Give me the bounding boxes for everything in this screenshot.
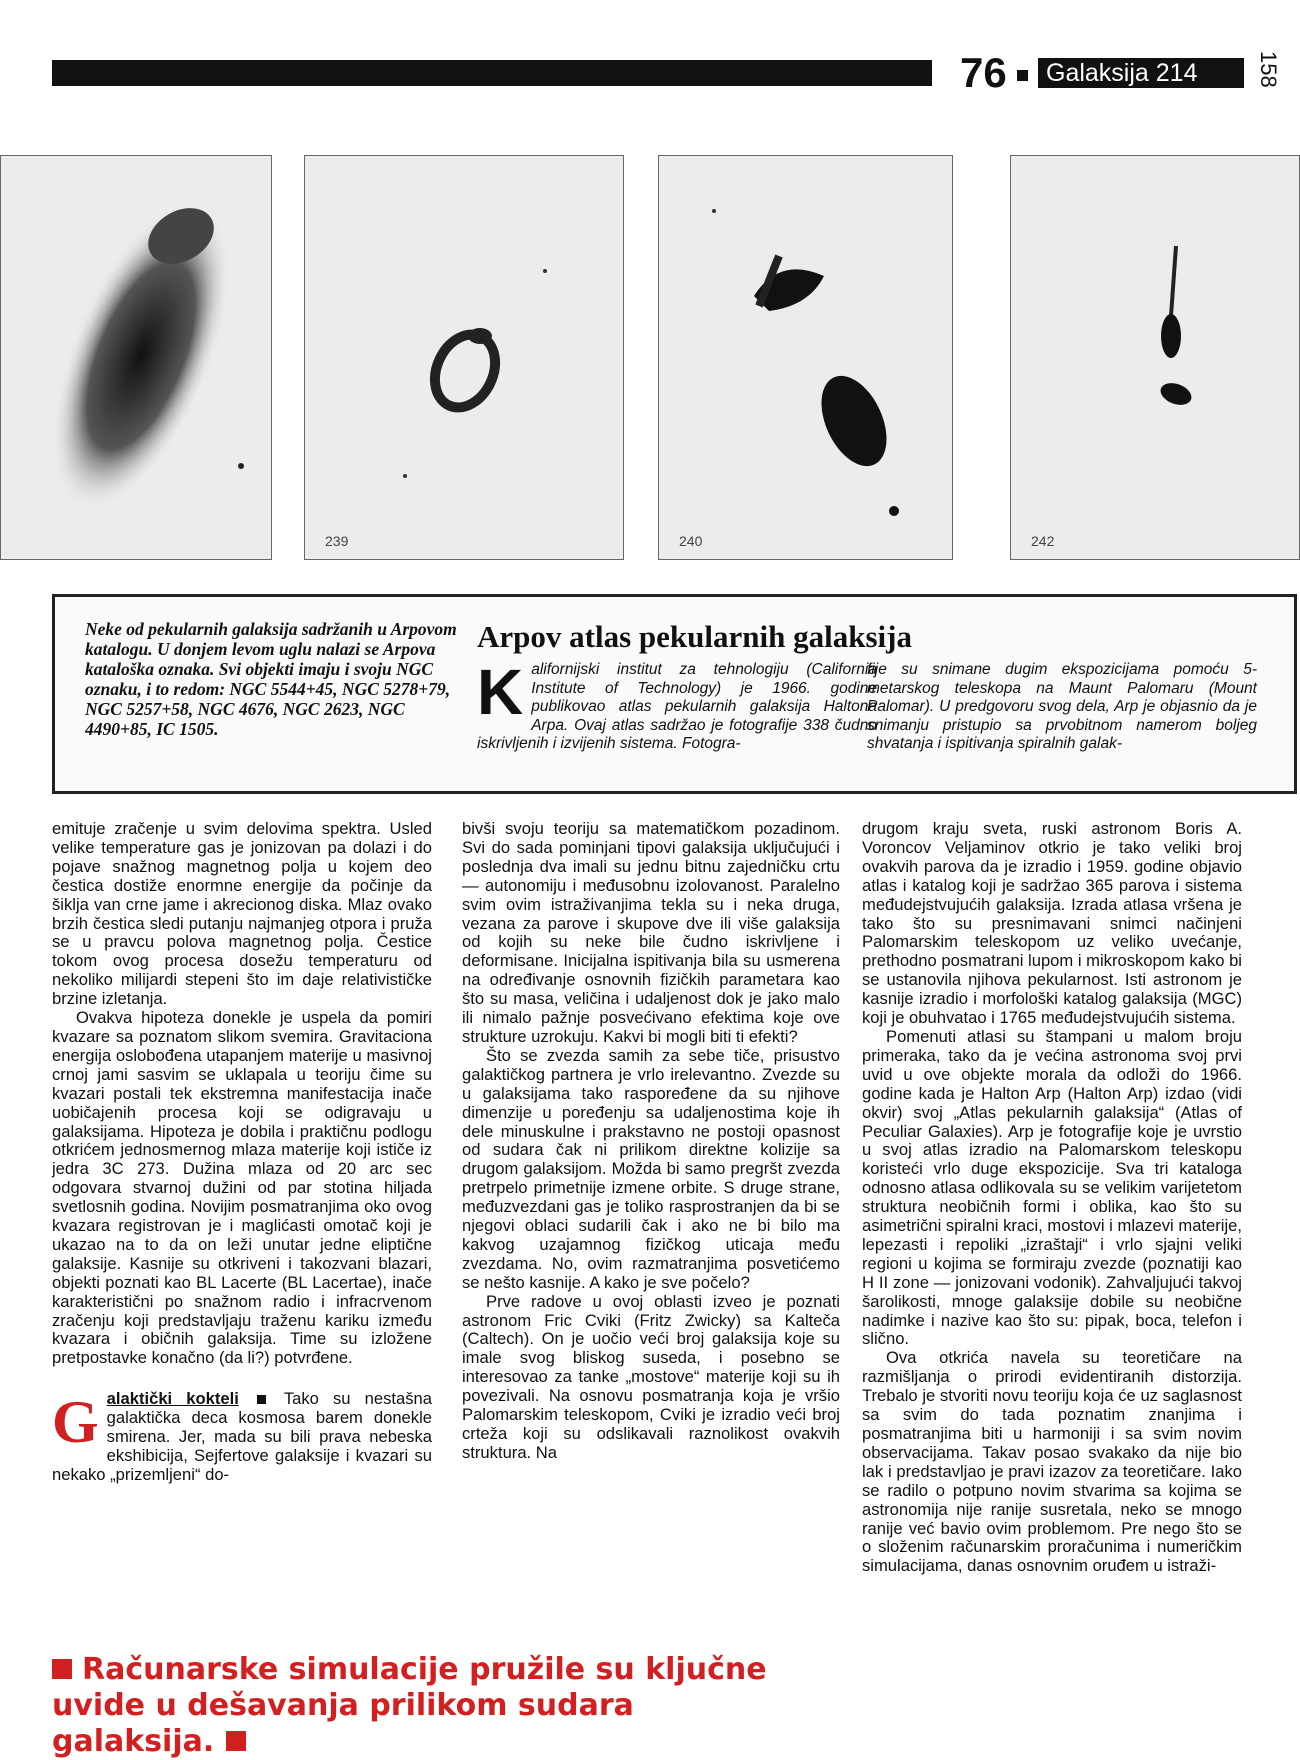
paragraph: emituje zračenje u svim delovima spektra. Usled velike temperature gas je jonizovan pa dolazi i do pojave snažnog magnetnog polja u kojem deo čestica dostiže enormne energije da počinje da šiklja van crne jame i akrecionog diska. Mlaz ovako brzih čestica sledi putanju najmanjeg otpora i pruža se u pravcu polova magnetnog polja. Čestice tokom ovog procesa dosežu temperaturu od nekoliko milijardi stepeni što im daje relativističke brzine izletanja.: [52, 819, 432, 1009]
galaxy-image-1: [1, 156, 272, 560]
paragraph: bivši svoju teoriju sa matematičkom pozadinom. Svi do sada pominjani tipovi galaksija uključujući i poslednja dva imali su jednu bitnu zajedničku crtu — autonomiju i međusobnu izolovanost. Paralelno svim ovim istraživanjima tekla su i neka druga, vezana za parove i skupove dve ili više galaksija od kojih su neke bile čudno iskrivljene i deformisane. Inicijalna ispitivanja bila su usmerena na određivanje osnovnih fizičkih parametara kao što su masa, veličina i udaljenost dok je jako malo ili nimalo pažnje posvećivano efektima koje ove strukture uzrokuju. Kakvi bi mogli biti ti efekti?: [462, 819, 840, 1046]
galaxy-image-3: [659, 156, 953, 560]
galaxy-image-2: [305, 156, 624, 560]
article-column-1: [52, 820, 432, 1485]
article-column-3: [862, 820, 1242, 1576]
paragraph: Pomenuti atlasi su štampani u malom broju primeraka, tako da je većina astronoma svoj prvi uvid u ove objekte morala da odloži do 1966. godine kada je Halton Arp (Halton Arp) izdao (vidi okvir) svoj „Atlas pekularnih galaksija“ (Atlas of Peculiar Galaxies). Arp je fotografije koje je uvrstio u svoj atlas izradio na Palomarskom teleskopu koristeći vrlo duge ekspozicije. Sva tri kataloga odnosno atlasa odlikovala su se velikim varijetetom struktura neobičnih formi i oblika, kao što su asimetrični spiralni kraci, mostovi i mlazevi materije, lepezasti i repoliki „izraštaji“ i vrlo sjajni veliki regioni u kojima se formiraju zvezde (poznatiji kao H II zone — jonizovani vodonik). Zahvaljujući takvoj šarolikosti, mnoge galaksije dobile su neobične nadimke i nazive kao što su: pipak, boca, telefon i slično.: [862, 1026, 1242, 1349]
article-column-2: [462, 820, 840, 1463]
photo-caption: Neke od pekularnih galaksija sadržanih u Arpovom katalogu. U donjem levom uglu nalazi se Arpova kataloška oznaka. Svi objekti imaju i svoju NGC oznaku, i to redom: NGC 5544+45, NGC 5278+79, NGC 5257+58, NGC 4676, NGC 2623, NGC 4490+85, IC 1505.: [85, 619, 457, 739]
quote-end-icon: [226, 1731, 246, 1751]
paragraph: Ova otkrića navela su teoretičare na razmišljanja o prirodi evidentiranih distorzija. Trebalo je stvoriti novu teoriju koja će uz saglasnost sa svim do tada poznatim znanjima i posmatranjima biti u harmoniji i sa svim novim observacijama. Takav posao svakako da nije bio lak i predstavljao je pravi izazov za teoretičare. Iako se radilo o potpuno novim stvarima sa kojima se astronomija nije ranije susretala, neko se mnogo ranije već bavio ovim problemom. Pre nego što se o složenim računarskim proračunima i numeričkim simulacijama, danas osnovnim oruđem u istraži-: [862, 1348, 1242, 1576]
sidebar-box: [52, 594, 1297, 794]
galaxy-image-4: [1011, 156, 1300, 560]
heading-bullet: [257, 1395, 266, 1404]
section-paragraph: [52, 1390, 432, 1485]
section-heading: alaktički kokteli: [106, 1389, 239, 1409]
page-number: 76: [960, 49, 1007, 96]
paragraph: Ovakva hipoteza donekle je uspela da pomiri kvazare sa poznatom slikom svemira. Gravitaciona energija oslobođena utapanjem materije u masivnoj crnoj jami sasvim se uklapala u teoriju čime su kvazari postali tek ekstremna manifestacija inače uobičajenih procesa koji se odigravaju u galaksijama. Hipoteza je dobila i praktičnu podlogu otkrićem jednosmernog mlaza materije koji ističe iz jedra 3C 273. Dužina mlaza od 20 arc sec odgovara stvarnoj dužini od par stotina hiljada svetlosnih godina. Novijim posmatranjima oko ovog kvazara registrovan je i maglićasti omotač koji je ukazao na to da on leži unutar jedne eliptične galaksije. Kasnije su otkriveni i takozvani blazari, objekti poznati kao BL Lacerte (BL Lacertae), inače karakteristični po snažnom radio i infracrvenom zračenju koji predstavljaju traženu kariku između kvazara i običnih galaksija. Time su izložene pretpostavke konačno (da li?) potvrđene.: [52, 1008, 432, 1368]
paragraph: Što se zvezda samih za sebe tiče, prisustvo galaktičkog partnera je vrlo irelevantno. Zvezde su u galaksijama tako raspoređene da su njihove dimenzije u poređenju sa udaljenostima koje ih dele minuskulne i prakstavno ne postoji opasnost od sudara čak ni prilikom direktne kolizije sa drugom galaksijom. Možda bi samo pregršt zvezda pretrpelo primetnije izmene orbite. S druge strane, međuzvezdani gas je toliko rasprostranjen da bi se njegovi oblaci sudarili čak i ako ne bi bilo ma kakvog uzajamnog fizičkog uticaja među zvezdama. No, ovim razmatranjima posvetićemo se nešto kasnije. A kako je sve počelo?: [462, 1045, 840, 1292]
box-title: Arpov atlas pekularnih galaksija: [477, 619, 912, 654]
header-bullet: [1017, 70, 1028, 81]
galaxy-photo-3: [658, 155, 953, 560]
quote-bullet-icon: [52, 1659, 72, 1679]
galaxy-photo-1: [0, 155, 272, 560]
box-column-2: fije su snimane dugim ekspozicijama pomoću 5-metarskog teleskopa na Maunt Palomaru (Mount Palomar). U predgovoru svog dela, Arp je objasnio da je snimanju pristupio sa prvobitnom namerom boljeg shvatanja i ispitivanja spiralnih galak-: [867, 661, 1257, 753]
pull-quote-text: Računarske simulacije pružile su ključne uvide u dešavanja prilikom sudara galaksija.: [52, 1652, 767, 1759]
galaxy-photo-4: [1010, 155, 1300, 560]
side-page-number: 158: [1256, 51, 1281, 88]
galaxy-photo-strip: [0, 155, 1300, 560]
box-dropcap: K: [477, 656, 524, 728]
box-column-1-text: alifornijski institut za tehnologiju (California Institute of Technology) je 1966. godine publikovao atlas pekularnih galaksija Haltona Arpa. Ovaj atlas sadržao je fotografije 338 čudno iskrivljenih i izvijenih sistema. Fotogra-: [477, 661, 877, 753]
arp-number-239: 239: [325, 533, 349, 549]
arp-number-242: 242: [1031, 533, 1055, 549]
paragraph: Prve radove u ovoj oblasti izveo je poznati astronom Fric Cviki (Fritz Zwicky) sa Kalteča (Caltech). On je uočio veći broj galaksija koje su imale svog bliskog suseda, i posebno se interesovao za tanke „mostove“ materije koji su ih povezivali. Na osnovu posmatranja koja je vršio Palomarskim teleskopom, Cviki je izradio veći broj crteža koji su odslikavali raznolikost ovakvih struktura. Na: [462, 1291, 840, 1462]
paragraph: Tako su nestašna galaktička deca kosmosa barem donekle smirena. Jer, mada su bili prava nebeska ekshibicija, Sejfertove galaksije i kvazari su nekako „prizemljeni“ do-: [52, 1389, 432, 1484]
paragraph: drugom kraju sveta, ruski astronom Boris A. Voroncov Veljaminov otkrio je tako veliki broj ovakvih parova da je izradio i 1959. godine objavio atlas i katalog koji je sadržao 365 parova i sistema međudejstvujućih galaksija. Izrada atlasa vršena je tako što su presnimavani snimci načinjeni Palomarskim teleskopom uz veliko uvećanje, prethodno posmatrani lupom i mikroskopom kako bi se ustanovila njihova pekularnost. Isti astronom je kasnije izradio i morfološki katalog galaksija (MGC) koji je obuhvatao i 1765 međudejstvujućih sistema.: [862, 819, 1242, 1028]
arp-number-240: 240: [679, 533, 703, 549]
box-column-1: [477, 656, 877, 754]
section-dropcap: G: [52, 1389, 99, 1456]
galaxy-photo-2: [304, 155, 624, 560]
magazine-label: Galaksija 214: [1038, 58, 1244, 88]
header-rule: [52, 60, 932, 86]
